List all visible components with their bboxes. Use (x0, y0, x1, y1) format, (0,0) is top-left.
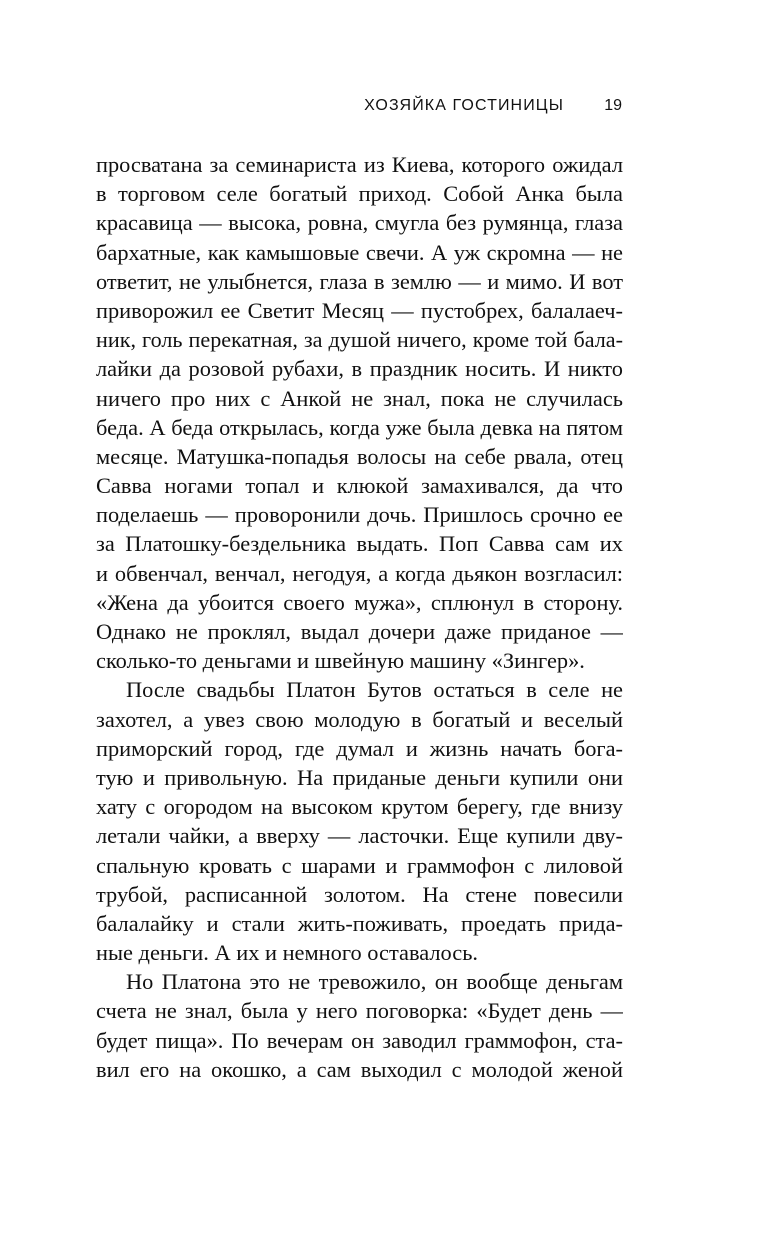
text-line: будет пища». По вечерам он заводил граммофон, ста- (96, 1027, 623, 1053)
text-line: балалайку и стали жить-поживать, проедать прида- (96, 910, 623, 936)
text-line: ничего про них с Анкой не знал, пока не случилась (96, 385, 623, 411)
text-line: приворожил ее Светит Месяц — пустобрех, балалаеч- (96, 297, 623, 323)
page-number: 19 (604, 97, 622, 114)
text-line: счета не знал, была у него поговорка: «Будет день — (96, 998, 623, 1024)
text-line: захотел, а увез свою молодую в богатый и веселый (96, 706, 623, 732)
text-line: красавица — высока, ровна, смугла без румянца, глаза (96, 210, 623, 236)
text-line: бархатные, как камышовые свечи. А уж скромна — не (96, 239, 623, 265)
text-line: ные деньги. А их и немного оставалось. (96, 940, 479, 966)
body-text (96, 150, 623, 1084)
paragraph-first-line: После свадьбы Платон Бутов остаться в селе не (126, 677, 623, 703)
text-line: поделаешь — проворонили дочь. Пришлось срочно ее (96, 502, 623, 528)
text-line: тую и привольную. На приданые деньги купили они (96, 764, 623, 790)
text-line: приморский город, где думал и жизнь начать бога- (96, 735, 623, 761)
text-line: Однако не проклял, выдал дочери даже приданое — (96, 619, 623, 644)
text-line: «Жена да убоится своего мужа», сплюнул в сторону. (96, 589, 623, 615)
running-head (96, 94, 626, 118)
running-head-title: ХОЗЯЙКА ГОСТИНИЦЫ (364, 97, 564, 114)
text-line: в торговом селе богатый приход. Собой Анка была (96, 181, 623, 207)
text-line: сколько-то деньгами и швейную машину «Зингер». (96, 648, 585, 674)
text-line: лайки да розовой рубахи, в праздник носить. И никто (96, 356, 623, 382)
text-line: трубой, расписанной золотом. На стене повесили (96, 881, 623, 907)
text-line: летали чайки, а вверху — ласточки. Еще купили дву- (96, 823, 623, 849)
text-line: вил его на окошко, а сам выходил с молодой женой (96, 1056, 623, 1082)
text-line: хату с огородом на высоком крутом берегу, где внизу (96, 794, 623, 820)
text-line: беда. А беда открылась, когда уже была девка на пятом (96, 414, 623, 440)
text-line: спальную кровать с шарами и граммофон с лиловой (96, 852, 623, 878)
text-line: ответит, не улыбнется, глаза в землю — и мимо. И вот (96, 268, 623, 294)
text-line: за Платошку-бездельника выдать. Поп Савва сам их (96, 531, 623, 557)
text-line: Савва ногами топал и клюкой замахивался, да что (96, 473, 623, 499)
paragraph-first-line: Но Платона это не тревожило, он вообще деньгам (126, 969, 623, 995)
text-line: месяце. Матушка-попадья волосы на себе рвала, отец (96, 443, 623, 469)
text-line: и обвенчал, венчал, негодуя, а когда дьякон возгласил: (96, 560, 623, 586)
text-line: ник, голь перекатная, за душой ничего, кроме той бала- (96, 327, 623, 353)
text-line: просватана за семинариста из Киева, которого ожидал (96, 152, 623, 177)
